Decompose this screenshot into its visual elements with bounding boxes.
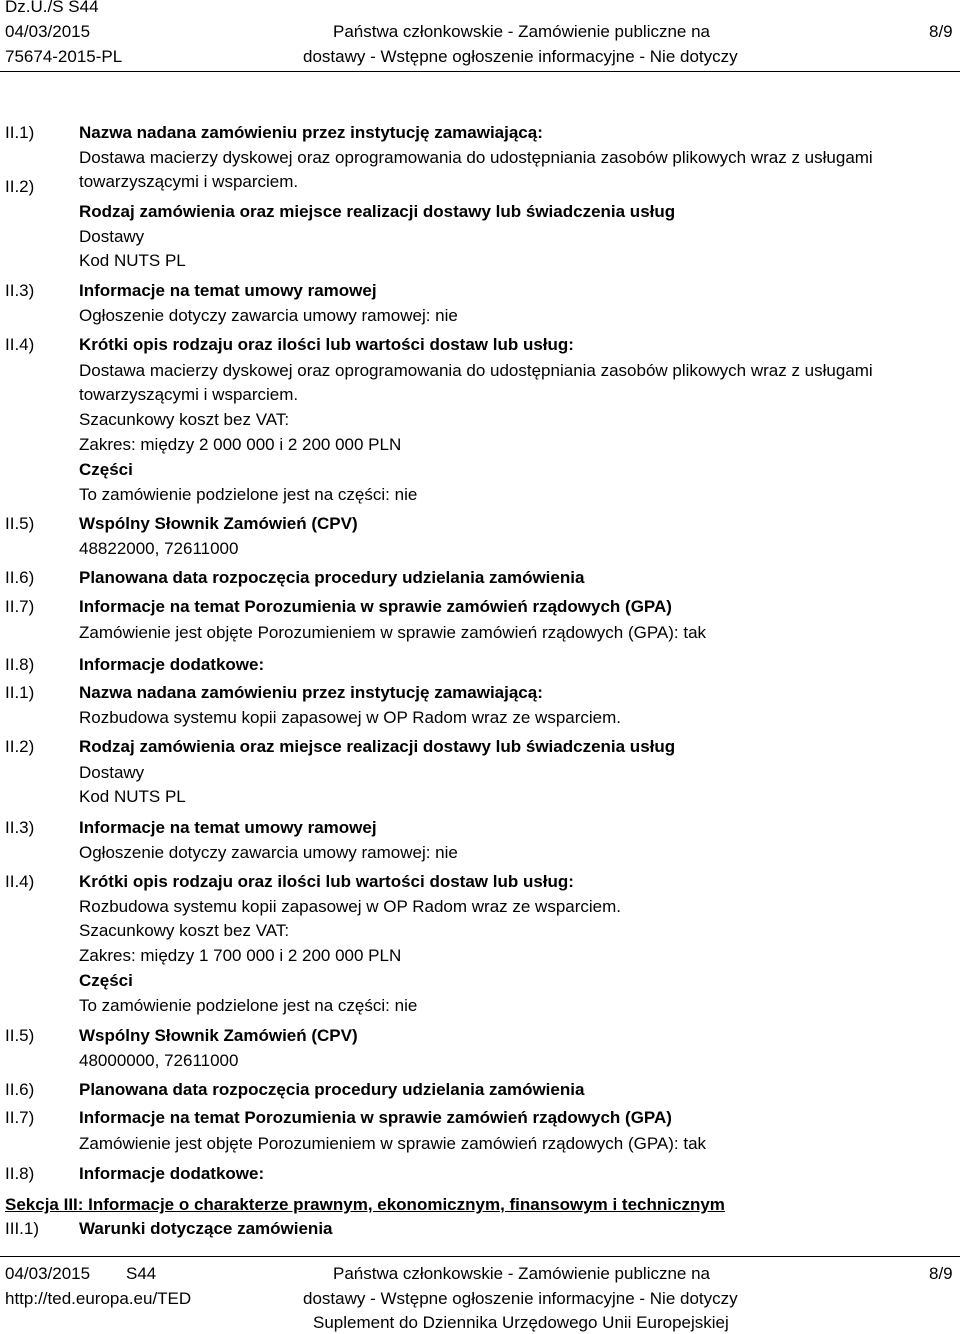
header-page-number: 8/9 (929, 22, 953, 41)
estimated-cost-label: Szacunkowy koszt bez VAT: (79, 921, 290, 940)
short-description-label: Krótki opis rodzaju oraz ilości lub wartości dostaw lub usług: (79, 872, 574, 891)
short-description-line2: towarzyszącymi i wsparciem. (79, 385, 299, 404)
section-number: II.6) (5, 1080, 35, 1099)
footer-page-number: 8/9 (929, 1264, 953, 1283)
header-divider (0, 71, 960, 72)
gpa-value: Zamówienie jest objęte Porozumieniem w sprawie zamówień rządowych (GPA): tak (79, 623, 707, 642)
additional-info-label: Informacje dodatkowe: (79, 1164, 265, 1183)
section-number: II.1) (5, 123, 35, 142)
cpv-codes: 48000000, 72611000 (79, 1051, 239, 1070)
subsection-title: Warunki dotyczące zamówienia (79, 1219, 333, 1238)
short-description-line1: Dostawa macierzy dyskowej oraz oprogramowania do udostępniania zasobów plikowych wraz z usługami (79, 361, 873, 380)
footer-issue: S44 (126, 1264, 157, 1283)
framework-label: Informacje na temat umowy ramowej (79, 281, 377, 300)
cpv-label: Wspólny Słownik Zamówień (CPV) (79, 514, 358, 533)
journal-ref: Dz.U./S S44 (5, 0, 99, 16)
section-number: II.4) (5, 335, 35, 354)
section-number: III.1) (5, 1219, 40, 1238)
contract-name-line1: Dostawa macierzy dyskowej oraz oprogramowania do udostępniania zasobów plikowych wraz z usługami (79, 148, 873, 167)
header-title-line1: Państwa członkowskie - Zamówienie publiczne na (333, 22, 711, 41)
gpa-label: Informacje na temat Porozumienia w sprawie zamówień rządowych (GPA) (79, 1108, 672, 1127)
cpv-label: Wspólny Słownik Zamówień (CPV) (79, 1026, 358, 1045)
lots-label: Części (79, 971, 133, 990)
notice-number: 75674-2015-PL (5, 47, 123, 66)
contract-name-line2: towarzyszącymi i wsparciem. (79, 172, 299, 191)
additional-info-label: Informacje dodatkowe: (79, 655, 265, 674)
footer-supplement: Suplement do Dziennika Urzędowego Unii Europejskiej (313, 1313, 729, 1332)
section-number: II.5) (5, 1026, 35, 1045)
short-description-label: Krótki opis rodzaju oraz ilości lub wartości dostaw lub usług: (79, 335, 574, 354)
lots-label: Części (79, 460, 133, 479)
planned-date-label: Planowana data rozpoczęcia procedury udzielania zamówienia (79, 1080, 585, 1099)
footer-title-line2: dostawy - Wstępne ogłoszenie informacyjne - Nie dotyczy (303, 1289, 738, 1308)
estimated-cost-range: Zakres: między 1 700 000 i 2 200 000 PLN (79, 946, 402, 965)
section-number: II.7) (5, 1108, 35, 1127)
contract-type-label: Rodzaj zamówienia oraz miejsce realizacji dostawy lub świadczenia usług (79, 737, 676, 756)
lots-value: To zamówienie podzielone jest na części: nie (79, 996, 418, 1015)
cpv-codes: 48822000, 72611000 (79, 539, 239, 558)
gpa-label: Informacje na temat Porozumienia w sprawie zamówień rządowych (GPA) (79, 597, 672, 616)
footer-date: 04/03/2015 (5, 1264, 91, 1283)
planned-date-label: Planowana data rozpoczęcia procedury udzielania zamówienia (79, 568, 585, 587)
contract-name-label: Nazwa nadana zamówieniu przez instytucję zamawiającą: (79, 123, 543, 142)
section-number: II.3) (5, 818, 35, 837)
section-number: II.1) (5, 683, 35, 702)
section-number: II.8) (5, 1164, 35, 1183)
framework-label: Informacje na temat umowy ramowej (79, 818, 377, 837)
contract-name-line1: Rozbudowa systemu kopii zapasowej w OP Radom wraz ze wsparciem. (79, 708, 622, 727)
footer-title-line1: Państwa członkowskie - Zamówienie publiczne na (333, 1264, 711, 1283)
section-number: II.8) (5, 655, 35, 674)
framework-value: Ogłoszenie dotyczy zawarcia umowy ramowej: nie (79, 843, 458, 862)
contract-name-label: Nazwa nadana zamówieniu przez instytucję zamawiającą: (79, 683, 543, 702)
short-description-line1: Rozbudowa systemu kopii zapasowej w OP Radom wraz ze wsparciem. (79, 897, 622, 916)
nuts-code: Kod NUTS PL (79, 251, 186, 270)
contract-type-label: Rodzaj zamówienia oraz miejsce realizacji dostawy lub świadczenia usług (79, 202, 676, 221)
header-date: 04/03/2015 (5, 22, 91, 41)
header-title-line2: dostawy - Wstępne ogłoszenie informacyjne - Nie dotyczy (303, 47, 738, 66)
section-number: II.2) (5, 177, 35, 196)
ted-link[interactable]: http://ted.europa.eu/TED (5, 1289, 192, 1308)
section-number: II.2) (5, 737, 35, 756)
contract-type-value: Dostawy (79, 763, 145, 782)
estimated-cost-range: Zakres: między 2 000 000 i 2 200 000 PLN (79, 435, 402, 454)
section-number: II.5) (5, 514, 35, 533)
nuts-code: Kod NUTS PL (79, 787, 186, 806)
section-number: II.6) (5, 568, 35, 587)
contract-type-value: Dostawy (79, 227, 145, 246)
section-number: II.7) (5, 597, 35, 616)
framework-value: Ogłoszenie dotyczy zawarcia umowy ramowej: nie (79, 306, 458, 325)
section-number: II.3) (5, 281, 35, 300)
section-number: II.4) (5, 872, 35, 891)
section-title: Sekcja III: Informacje o charakterze prawnym, ekonomicznym, finansowym i technicznym (5, 1195, 725, 1214)
estimated-cost-label: Szacunkowy koszt bez VAT: (79, 410, 290, 429)
gpa-value: Zamówienie jest objęte Porozumieniem w sprawie zamówień rządowych (GPA): tak (79, 1134, 707, 1153)
lots-value: To zamówienie podzielone jest na części: nie (79, 485, 418, 504)
footer-divider (0, 1256, 960, 1257)
